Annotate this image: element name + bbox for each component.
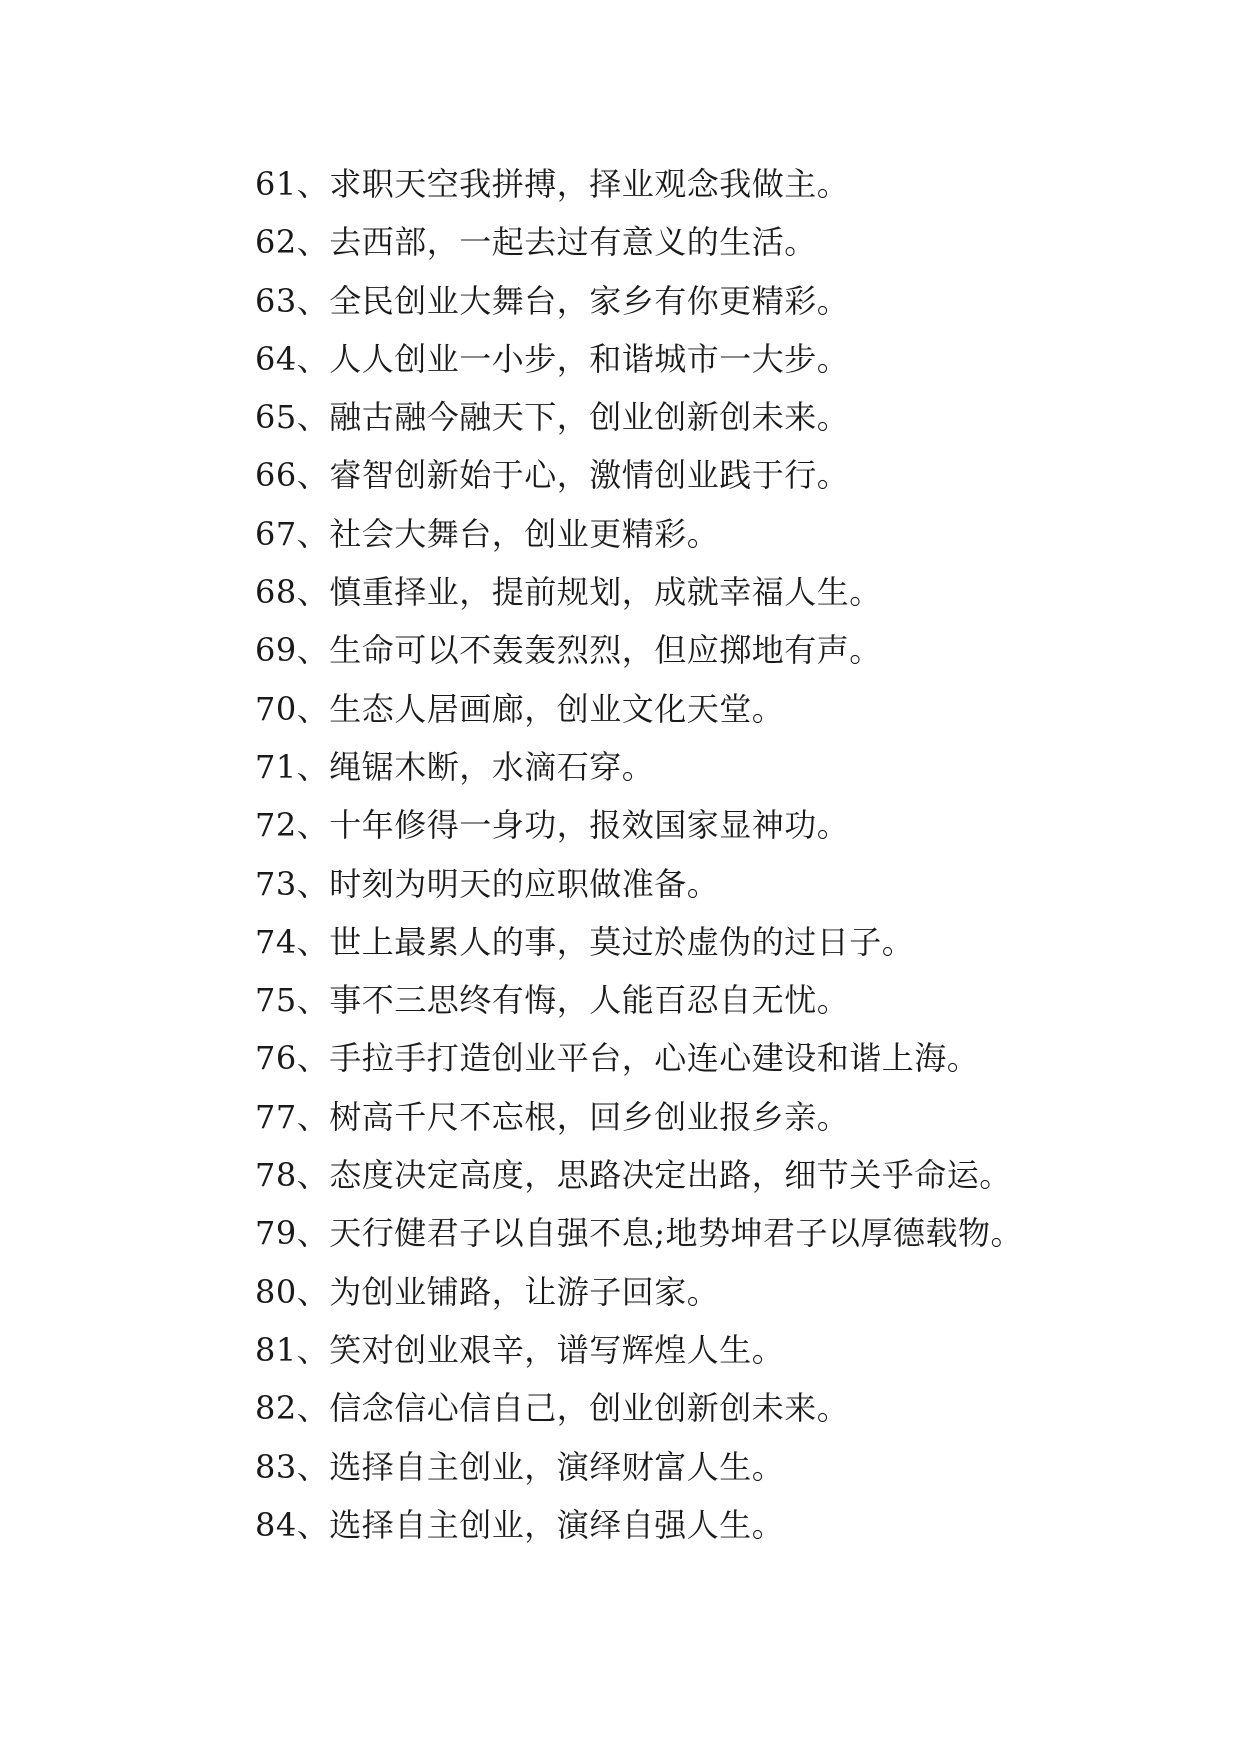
list-item: 65、融古融今融天下，创业创新创未来。 — [255, 398, 850, 437]
list-item: 77、树高千尺不忘根，回乡创业报乡亲。 — [255, 1097, 850, 1136]
slogan-list — [255, 155, 1201, 1554]
list-item: 70、生态人居画廊，创业文化天堂。 — [255, 689, 785, 728]
list-item: 75、事不三思终有悔，人能百忍自无忧。 — [255, 981, 850, 1020]
list-item: 69、生命可以不轰轰烈烈，但应掷地有声。 — [255, 631, 882, 670]
list-item: 81、笑对创业艰辛，谱写辉煌人生。 — [255, 1330, 785, 1369]
list-item: 72、十年修得一身功，报效国家显神功。 — [255, 806, 850, 845]
list-item: 71、绳锯木断，水滴石穿。 — [255, 747, 655, 786]
list-item: 83、选择自主创业，演绎财富人生。 — [255, 1447, 785, 1486]
list-item: 80、为创业铺路，让游子回家。 — [255, 1272, 720, 1311]
list-item: 66、睿智创新始于心，激情创业践于行。 — [255, 456, 850, 495]
list-item: 76、手拉手打造创业平台，心连心建设和谐上海。 — [255, 1039, 980, 1078]
list-item: 67、社会大舞台，创业更精彩。 — [255, 514, 720, 553]
list-item: 73、时刻为明天的应职做准备。 — [255, 864, 720, 903]
list-item: 61、求职天空我拼搏，择业观念我做主。 — [255, 165, 850, 203]
list-item: 78、态度决定高度，思路决定出路，细节关乎命运。 — [255, 1156, 1012, 1195]
list-item: 68、慎重择业，提前规划，成就幸福人生。 — [255, 573, 882, 612]
list-item: 82、信念信心信自己，创业创新创未来。 — [255, 1389, 850, 1428]
list-item: 63、全民创业大舞台，家乡有你更精彩。 — [255, 281, 850, 320]
list-item: 79、天行健君子以自强不息;地势坤君子以厚德载物。 — [255, 1214, 1024, 1253]
list-item: 84、选择自主创业，演绎自强人生。 — [255, 1505, 785, 1544]
list-item: 74、世上最累人的事，莫过於虚伪的过日子。 — [255, 922, 915, 961]
list-item: 62、去西部，一起去过有意义的生活。 — [255, 223, 817, 262]
list-item: 64、人人创业一小步，和谐城市一大步。 — [255, 339, 850, 378]
